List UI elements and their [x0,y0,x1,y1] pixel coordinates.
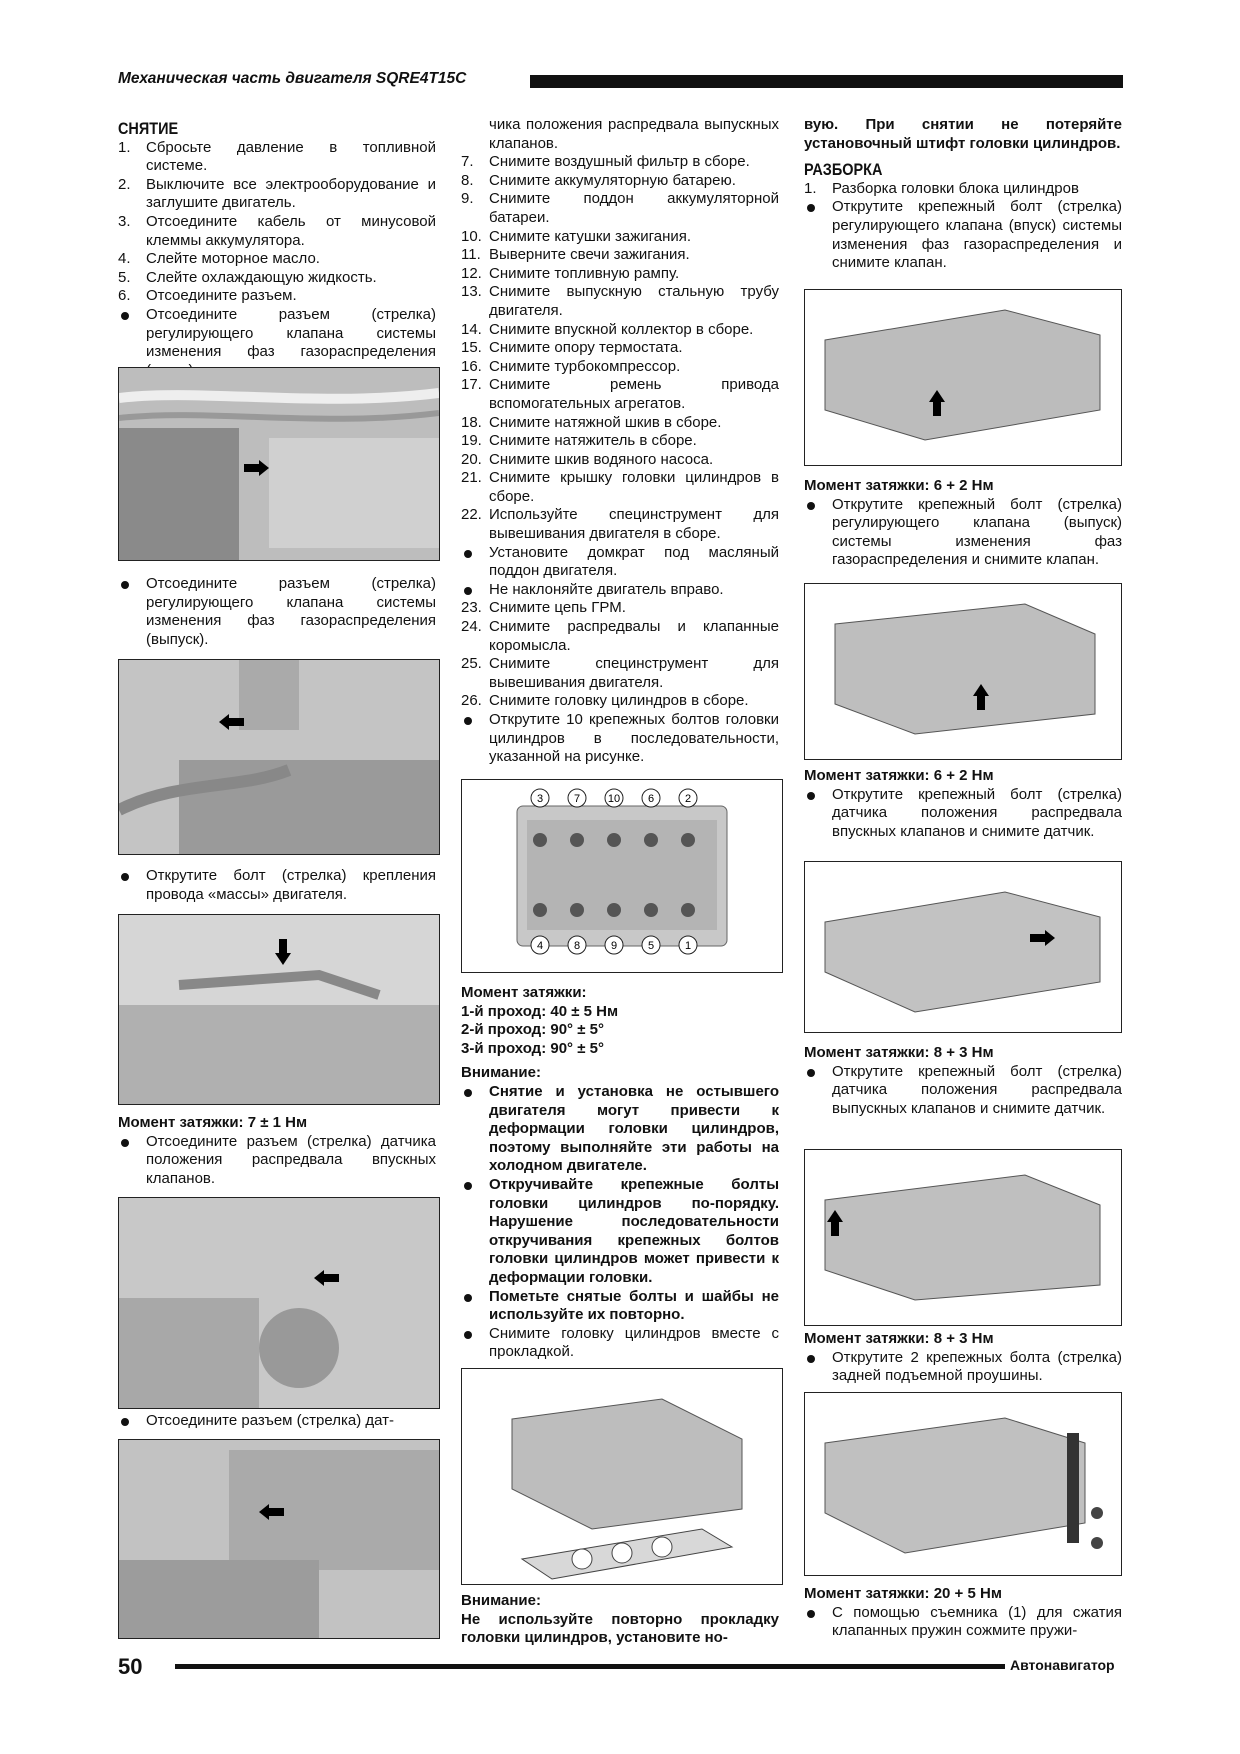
list-item: 26. Снимите головку цилиндров в сборе. [461,692,749,710]
col3-block-3: Момент затяжки: 6 + 2 Нм Открутите крепежный болт (стрелка) датчика положения распредвала впускных клапанов и снимите датчик. [804,767,1122,840]
figure-lifting-eye [804,1392,1122,1576]
bolt-hole [644,833,658,847]
bullet-icon [464,587,472,595]
figure-intake-vvt-connector [118,367,440,561]
bolt-number-label: 9 [610,940,618,952]
list-item: Не наклоняйте двигатель вправо. [461,581,779,600]
list-item: 1. Сбросьте давление в топливной системе. [118,138,436,175]
figure-exhaust-vvt-connector [118,659,440,855]
list-item: 17. Снимите ремень привода вспомогательных агрегатов. [461,376,779,412]
list-item: 5. Слейте охлаждающую жидкость. [118,268,377,286]
col2-continuation: чика положения распредвала выпускных клапанов. [489,116,779,152]
bullet-icon [464,717,472,725]
list-item: 4. Слейте моторное масло. [118,250,320,268]
figure-cyl-head-2 [804,583,1122,760]
list-item: 8. Снимите аккумуляторную батарею. [461,171,736,189]
bullet-icon [121,312,129,320]
list-item: 19. Снимите натяжитель в сборе. [461,432,697,450]
engine-photo [119,368,439,560]
col3-block-5: Момент затяжки: 8 + 3 Нм Открутите 2 крепежных болта (стрелка) задней подъемной проушины. [804,1330,1122,1385]
bolt-hole [533,903,547,917]
figure-cyl-head-1 [804,289,1122,466]
list-item: 25. Снимите специнструмент для вывешивания двигателя. [461,655,779,691]
column-1 [118,116,436,380]
list-item: 13. Снимите выпускную стальную трубу двигателя. [461,283,779,319]
bolt-hole [644,903,658,917]
bolt-number-label: 6 [647,793,655,805]
bolt-hole [607,903,621,917]
figure-cyl-head-3 [804,861,1122,1033]
figure-head-bolt-sequence [461,779,783,973]
col1-after-fig1: Отсоедините разъем (стрелка) регулирующего клапана системы изменения фаз газораспределения (выпуск). [118,575,436,649]
list-item: 14. Снимите впускной коллектор в сборе. [461,320,754,338]
list-item: 22. Используйте специнструмент для вывешивания двигателя в сборе. [461,506,779,543]
list-item: 12. Снимите топливную рампу. [461,264,680,282]
col2-torque-attention: Момент затяжки: 1-й проход: 40 ± 5 Нм 2-й проход: 90° ± 5° 3-й проход: 90° ± 5° Внимание: Снятие и установка не остывшего двигателя могут привести к деформации головки цилиндров, поэтому выполняйте эти работы на холодном двигателе. Откручивайте крепежные болты головки цилиндров по-порядку. Нарушение последовательности откручивания крепежных болтов головки цилиндров может привести к деформации головки. Пометьте снятые болты и шайбы не используйте их повторно. Снимите головку цилиндров вместе с прокладкой. [461,984,779,1361]
list-item: 16. Снимите турбокомпрессор. [461,357,681,375]
list-item: 23. Снимите цепь ГРМ. [461,599,626,617]
col1-torque-block: Момент затяжки: 7 ± 1 Нм Отсоедините разъем (стрелка) датчика положения распредвала впускных клапанов. [118,1114,436,1187]
figure-ground-wire-bolt [118,914,440,1105]
bolt-hole [681,903,695,917]
page-header-title: Механическая часть двигателя SQRE4T15C [118,70,467,87]
section-removal-title: СНЯТИЕ [118,119,179,138]
list-item: 9. Снимите поддон аккумуляторной батареи. [461,190,779,226]
page-number: 50 [118,1654,143,1679]
list-item: 15. Снимите опору термостата. [461,339,683,357]
bolt-number-label: 8 [573,940,581,952]
bolt-number-label: 4 [536,940,544,952]
list-item: Установите домкрат под масляный поддон двигателя. [461,544,779,581]
bolt-number-label: 2 [684,793,692,805]
col3-block-6: Момент затяжки: 20 + 5 Нм С помощью съемника (1) для сжатия клапанных пружин сожмите пружи- [804,1585,1122,1640]
col3-block-4: Момент затяжки: 8 + 3 Нм Открутите крепежный болт (стрелка) датчика положения распредвала выпускных клапанов и снимите датчик. [804,1044,1122,1117]
list-item: 18. Снимите натяжной шкив в сборе. [461,413,722,431]
figure-head-and-gasket [461,1368,783,1585]
col3-block-2: Момент затяжки: 6 + 2 Нм Открутите крепежный болт (стрелка) регулирующего клапана (выпуск) системы изменения фаз газораспределения и снимите клапан. [804,477,1122,569]
col2-list [461,153,779,767]
column-3: вую. При снятии не потеряйте установочный штифт головки цилиндров. РАЗБОРКА 1. Разборка головки блока цилиндров Открутите крепежный болт (стрелка) регулирующего клапана (впуск) системы изменения фаз газораспределения и снимите клапан. [804,116,1122,272]
header-bar [530,75,1123,88]
list-item: 10. Снимите катушки зажигания. [461,227,692,245]
list-item: 6. Отсоедините разъем. [118,287,297,305]
list-item: 21. Снимите крышку головки цилиндров в сборе. [461,469,779,505]
bolt-hole [570,833,584,847]
figure-cyl-head-4 [804,1149,1122,1326]
bolt-number-label: 7 [573,793,581,805]
column-2 [461,116,779,767]
list-item: 2. Выключите все электрооборудование и заглушите двигатель. [118,175,436,212]
bolt-number-label: 10 [607,793,621,805]
publisher-brand: Автонавигатор [1010,1657,1115,1673]
list-item: Отсоедините разъем (стрелка) регулирующего клапана системы изменения фаз газораспределения [118,306,436,380]
list-item: 24. Снимите распредвалы и клапанные коромысла. [461,618,779,654]
list-item: 20. Снимите шкив водяного насоса. [461,450,714,468]
col1-after-fig2: Открутите болт (стрелка) крепления провода «массы» двигателя. [118,867,436,904]
bolt-number-label: 5 [647,940,655,952]
list-item: Открутите 10 крепежных болтов головки цилиндров в последовательности, указанной на рисунке. [461,711,779,767]
list-item: 3. Отсоедините кабель от минусовой клеммы аккумулятора. [118,212,436,249]
bolt-hole [681,833,695,847]
bullet-icon [464,550,472,558]
figure-intake-cam-sensor [118,1197,440,1409]
section-disassembly-title: РАЗБОРКА [804,160,883,180]
col1-list [118,139,436,381]
footer-rule [175,1664,1005,1669]
col1-after-fig4: Отсоедините разъем (стрелка) дат- [118,1412,436,1431]
bolt-hole [533,833,547,847]
figure-exhaust-cam-sensor [118,1439,440,1639]
torque-value-1: Момент затяжки: 7 ± 1 Нм [118,1114,308,1131]
bolt-hole [570,903,584,917]
list-item: 7. Снимите воздушный фильтр в сборе. [461,153,750,171]
col2-attention2: Внимание: Не используйте повторно прокладку головки цилиндров, установите но- [461,1592,779,1647]
list-item: 11. Выверните свечи зажигания. [461,246,690,264]
bolt-number-label: 1 [684,940,692,952]
bolt-number-label: 3 [536,793,544,805]
bolt-hole [607,833,621,847]
